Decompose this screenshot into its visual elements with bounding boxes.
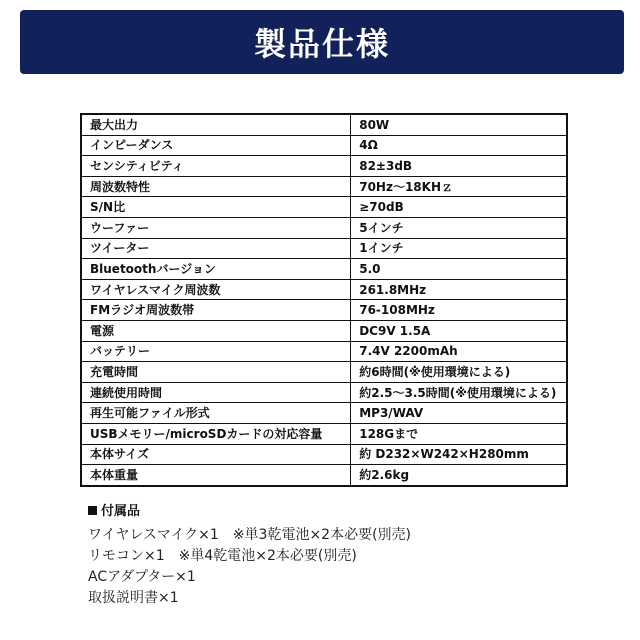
table-row [81, 300, 567, 321]
spec-value: 5インチ [351, 217, 567, 238]
table-row [81, 156, 567, 177]
spec-label: 連続使用時間 [81, 382, 351, 403]
table-row [81, 341, 567, 362]
spec-value: 7.4V 2200mAh [351, 341, 567, 362]
spec-value: 261.8MHz [351, 279, 567, 300]
table-row [81, 362, 567, 383]
spec-value: 約2.6kg [351, 465, 567, 486]
spec-table [80, 113, 568, 487]
spec-value: 約6時間(※使用環境による) [351, 362, 567, 383]
list-item: ACアダプター×1 [88, 569, 196, 585]
spec-label: 再生可能ファイル形式 [81, 403, 351, 424]
spec-value: 4Ω [351, 135, 567, 156]
spec-value: DC9V 1.5A [351, 320, 567, 341]
spec-value: 70Hz～18KHｚ [351, 176, 567, 197]
spec-label: ワイヤレスマイク周波数 [81, 279, 351, 300]
spec-label: 電源 [81, 320, 351, 341]
spec-value: 5.0 [351, 259, 567, 280]
spec-label: ツイーター [81, 238, 351, 259]
table-row [81, 444, 567, 465]
spec-label: Bluetoothバージョン [81, 259, 351, 280]
table-row [81, 135, 567, 156]
header-banner [20, 10, 624, 74]
spec-label: 周波数特性 [81, 176, 351, 197]
accessories-section [88, 500, 618, 609]
spec-label: 最大出力 [81, 114, 351, 135]
table-row [81, 259, 567, 280]
table-row [81, 382, 567, 403]
table-row [81, 465, 567, 486]
spec-value: 80W [351, 114, 567, 135]
table-row [81, 403, 567, 424]
spec-label: S/N比 [81, 197, 351, 218]
spec-value: 82±3dB [351, 156, 567, 177]
spec-value: 約2.5～3.5時間(※使用環境による) [351, 382, 567, 403]
list-item: 取扱説明書×1 [88, 590, 179, 606]
list-item: リモコン×1 ※単4乾電池×2本必要(別売) [88, 548, 357, 564]
spec-label: ウーファー [81, 217, 351, 238]
table-row [81, 423, 567, 444]
spec-label: FMラジオ周波数帯 [81, 300, 351, 321]
spec-value: 約 D232×W242×H280mm [351, 444, 567, 465]
spec-label: バッテリー [81, 341, 351, 362]
spec-label: 充電時間 [81, 362, 351, 383]
accessories-heading [88, 500, 618, 519]
table-row [81, 197, 567, 218]
spec-label: USBメモリー/microSDカードの対応容量 [81, 423, 351, 444]
table-row [81, 320, 567, 341]
table-row [81, 279, 567, 300]
spec-value: 128Gまで [351, 423, 567, 444]
table-row [81, 238, 567, 259]
spec-label: センシティビティ [81, 156, 351, 177]
table-row [81, 217, 567, 238]
spec-value: 76-108MHz [351, 300, 567, 321]
spec-value: MP3/WAV [351, 403, 567, 424]
accessories-title: 付属品 [101, 504, 141, 519]
list-item: ワイヤレスマイク×1 ※単3乾電池×2本必要(別売) [88, 527, 412, 543]
table-row [81, 114, 567, 135]
square-bullet-icon [88, 506, 97, 515]
spec-value: 1インチ [351, 238, 567, 259]
spec-label: 本体サイズ [81, 444, 351, 465]
spec-label: 本体重量 [81, 465, 351, 486]
spec-label: インピーダンス [81, 135, 351, 156]
table-row [81, 176, 567, 197]
page-title: 製品仕様 [253, 25, 390, 63]
spec-value: ≥70dB [351, 197, 567, 218]
